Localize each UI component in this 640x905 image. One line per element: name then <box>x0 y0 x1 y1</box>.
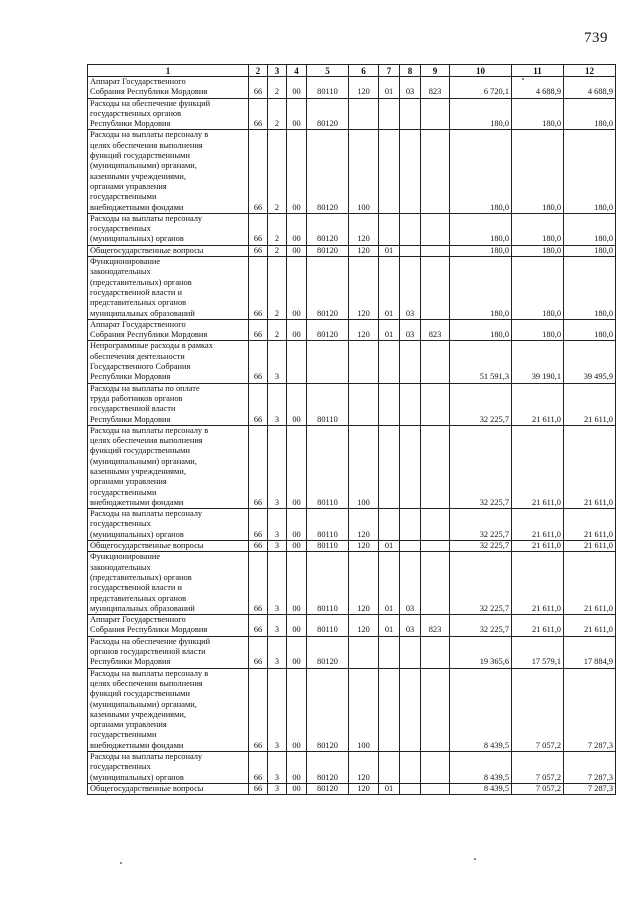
amount-cell: 180,0 <box>450 130 512 213</box>
code-cell: 80120 <box>307 752 349 784</box>
code-cell <box>400 130 421 213</box>
code-cell: 00 <box>287 541 307 552</box>
amount-cell: 8 439,5 <box>450 668 512 751</box>
code-cell: 80120 <box>307 783 349 794</box>
code-cell: 3 <box>268 668 287 751</box>
table-row <box>88 213 616 245</box>
code-cell: 66 <box>249 130 268 213</box>
column-header: 6 <box>349 65 379 77</box>
row-name-cell: Общегосударственные вопросы <box>88 541 249 552</box>
code-cell: 66 <box>249 752 268 784</box>
row-name-cell: Аппарат Государственного Собрания Республики Мордовия <box>88 319 249 341</box>
table-row <box>88 668 616 751</box>
code-cell: 823 <box>421 77 450 99</box>
code-cell: 100 <box>349 668 379 751</box>
column-header: 7 <box>379 65 400 77</box>
code-cell: 00 <box>287 257 307 320</box>
code-cell <box>400 636 421 668</box>
amount-cell: 7 287,3 <box>564 668 616 751</box>
amount-cell: 51 591,3 <box>450 341 512 383</box>
code-cell: 2 <box>268 319 287 341</box>
code-cell: 80110 <box>307 541 349 552</box>
code-cell: 3 <box>268 341 287 383</box>
code-cell: 00 <box>287 77 307 99</box>
code-cell: 80120 <box>307 213 349 245</box>
code-cell <box>400 98 421 130</box>
code-cell: 00 <box>287 552 307 615</box>
amount-cell: 180,0 <box>512 213 564 245</box>
code-cell <box>421 213 450 245</box>
column-header: 11 <box>512 65 564 77</box>
amount-cell: 7 287,3 <box>564 752 616 784</box>
code-cell: 03 <box>400 257 421 320</box>
amount-cell: 32 225,7 <box>450 383 512 425</box>
amount-cell: 4 688,9 <box>512 77 564 99</box>
code-cell: 80110 <box>307 509 349 541</box>
table-body <box>88 77 616 795</box>
code-cell <box>349 341 379 383</box>
code-cell: 66 <box>249 257 268 320</box>
amount-cell: 21 611,0 <box>564 615 616 637</box>
code-cell: 120 <box>349 319 379 341</box>
amount-cell: 21 611,0 <box>512 552 564 615</box>
amount-cell: 21 611,0 <box>512 541 564 552</box>
code-cell: 66 <box>249 383 268 425</box>
amount-cell: 21 611,0 <box>564 383 616 425</box>
amount-cell: 180,0 <box>450 213 512 245</box>
amount-cell: 39 495,9 <box>564 341 616 383</box>
code-cell: 01 <box>379 319 400 341</box>
code-cell <box>400 783 421 794</box>
scan-speck <box>120 862 122 864</box>
code-cell: 80120 <box>307 130 349 213</box>
code-cell <box>379 425 400 508</box>
amount-cell: 6 720,1 <box>450 77 512 99</box>
code-cell <box>379 383 400 425</box>
code-cell <box>421 98 450 130</box>
code-cell: 120 <box>349 213 379 245</box>
code-cell <box>349 383 379 425</box>
amount-cell: 32 225,7 <box>450 509 512 541</box>
code-cell: 66 <box>249 615 268 637</box>
table-row <box>88 383 616 425</box>
amount-cell: 7 057,2 <box>512 668 564 751</box>
code-cell: 823 <box>421 319 450 341</box>
amount-cell: 17 579,1 <box>512 636 564 668</box>
amount-cell: 21 611,0 <box>564 552 616 615</box>
code-cell: 2 <box>268 130 287 213</box>
row-name-cell: Функционирование законодательных (представительных) органов государственной власти и представительных органов муниципальных образований <box>88 257 249 320</box>
amount-cell: 21 611,0 <box>564 509 616 541</box>
code-cell: 01 <box>379 541 400 552</box>
budget-table <box>87 64 616 795</box>
code-cell: 100 <box>349 425 379 508</box>
code-cell: 00 <box>287 509 307 541</box>
code-cell: 66 <box>249 425 268 508</box>
scan-speck <box>474 858 476 860</box>
code-cell: 03 <box>400 552 421 615</box>
code-cell <box>379 752 400 784</box>
code-cell: 66 <box>249 509 268 541</box>
code-cell: 00 <box>287 425 307 508</box>
code-cell: 3 <box>268 541 287 552</box>
code-cell: 120 <box>349 245 379 256</box>
code-cell: 66 <box>249 341 268 383</box>
amount-cell: 32 225,7 <box>450 615 512 637</box>
code-cell <box>400 509 421 541</box>
amount-cell: 4 688,9 <box>564 77 616 99</box>
code-cell <box>400 383 421 425</box>
code-cell: 3 <box>268 425 287 508</box>
code-cell <box>421 541 450 552</box>
code-cell: 00 <box>287 636 307 668</box>
code-cell <box>379 98 400 130</box>
code-cell: 00 <box>287 615 307 637</box>
code-cell <box>379 668 400 751</box>
row-name-cell: Функционирование законодательных (представительных) органов государственной власти и представительных органов муниципальных образований <box>88 552 249 615</box>
code-cell: 01 <box>379 77 400 99</box>
table-row <box>88 509 616 541</box>
amount-cell: 21 611,0 <box>512 383 564 425</box>
amount-cell: 180,0 <box>512 319 564 341</box>
code-cell: 03 <box>400 319 421 341</box>
amount-cell: 180,0 <box>512 257 564 320</box>
code-cell <box>421 341 450 383</box>
code-cell <box>400 245 421 256</box>
table-row <box>88 257 616 320</box>
code-cell: 66 <box>249 668 268 751</box>
row-name-cell: Расходы на выплаты персоналу государственных (муниципальных) органов <box>88 213 249 245</box>
code-cell: 03 <box>400 615 421 637</box>
scan-speck <box>522 78 524 80</box>
code-cell: 120 <box>349 509 379 541</box>
code-cell: 66 <box>249 245 268 256</box>
column-header: 10 <box>450 65 512 77</box>
code-cell <box>400 425 421 508</box>
code-cell: 00 <box>287 245 307 256</box>
code-cell: 01 <box>379 245 400 256</box>
code-cell <box>307 341 349 383</box>
row-name-cell: Расходы на выплаты персоналу в целях обеспечения выполнения функций государственными (муниципальными) органами, казенными учреждениями, органами управления государственными внебюджетными фондами <box>88 668 249 751</box>
row-name-cell: Аппарат Государственного Собрания Республики Мордовия <box>88 77 249 99</box>
code-cell: 2 <box>268 77 287 99</box>
column-header: 3 <box>268 65 287 77</box>
row-name-cell: Расходы на обеспечение функций государственных органов Республики Мордовия <box>88 98 249 130</box>
amount-cell: 8 439,5 <box>450 752 512 784</box>
row-name-cell: Общегосударственные вопросы <box>88 245 249 256</box>
code-cell: 2 <box>268 245 287 256</box>
table-row <box>88 636 616 668</box>
column-header: 5 <box>307 65 349 77</box>
code-cell: 823 <box>421 615 450 637</box>
amount-cell: 180,0 <box>450 98 512 130</box>
amount-cell: 21 611,0 <box>564 541 616 552</box>
code-cell: 00 <box>287 213 307 245</box>
code-cell: 80110 <box>307 552 349 615</box>
table-row <box>88 615 616 637</box>
table-row <box>88 341 616 383</box>
amount-cell: 180,0 <box>564 213 616 245</box>
code-cell: 2 <box>268 213 287 245</box>
row-name-cell: Расходы на выплаты по оплате труда работников органов государственной власти Республики Мордовия <box>88 383 249 425</box>
amount-cell: 180,0 <box>564 319 616 341</box>
code-cell: 120 <box>349 257 379 320</box>
code-cell: 00 <box>287 752 307 784</box>
code-cell <box>400 541 421 552</box>
row-name-cell: Расходы на обеспечение функций органов государственной власти Республики Мордовия <box>88 636 249 668</box>
code-cell <box>379 213 400 245</box>
column-header: 8 <box>400 65 421 77</box>
table-header-row <box>88 65 616 77</box>
code-cell: 80110 <box>307 425 349 508</box>
code-cell: 80120 <box>307 245 349 256</box>
amount-cell: 32 225,7 <box>450 425 512 508</box>
code-cell: 3 <box>268 783 287 794</box>
code-cell <box>421 668 450 751</box>
code-cell: 3 <box>268 509 287 541</box>
code-cell: 120 <box>349 77 379 99</box>
table-row <box>88 752 616 784</box>
amount-cell: 8 439,5 <box>450 783 512 794</box>
table-row <box>88 130 616 213</box>
code-cell: 66 <box>249 77 268 99</box>
code-cell: 120 <box>349 552 379 615</box>
code-cell: 3 <box>268 552 287 615</box>
amount-cell: 180,0 <box>450 257 512 320</box>
code-cell: 120 <box>349 541 379 552</box>
amount-cell: 7 287,3 <box>564 783 616 794</box>
code-cell <box>421 752 450 784</box>
amount-cell: 21 611,0 <box>564 425 616 508</box>
code-cell <box>421 509 450 541</box>
code-cell <box>421 425 450 508</box>
amount-cell: 180,0 <box>564 245 616 256</box>
code-cell: 66 <box>249 213 268 245</box>
code-cell: 01 <box>379 257 400 320</box>
amount-cell: 19 365,6 <box>450 636 512 668</box>
code-cell: 3 <box>268 615 287 637</box>
amount-cell: 180,0 <box>450 245 512 256</box>
code-cell <box>400 341 421 383</box>
amount-cell: 17 884,9 <box>564 636 616 668</box>
code-cell: 66 <box>249 319 268 341</box>
amount-cell: 32 225,7 <box>450 552 512 615</box>
code-cell <box>421 636 450 668</box>
code-cell <box>421 245 450 256</box>
amount-cell: 180,0 <box>564 257 616 320</box>
code-cell <box>287 341 307 383</box>
code-cell <box>400 213 421 245</box>
code-cell: 00 <box>287 383 307 425</box>
code-cell: 3 <box>268 383 287 425</box>
column-header: 4 <box>287 65 307 77</box>
code-cell: 66 <box>249 636 268 668</box>
code-cell: 80110 <box>307 77 349 99</box>
code-cell: 03 <box>400 77 421 99</box>
code-cell <box>400 668 421 751</box>
table-row <box>88 319 616 341</box>
amount-cell: 21 611,0 <box>512 509 564 541</box>
row-name-cell: Расходы на выплаты персоналу в целях обеспечения выполнения функций государственными (муниципальными) органами, казенными учреждениями, органами управления государственными внебюджетными фондами <box>88 130 249 213</box>
code-cell: 01 <box>379 552 400 615</box>
code-cell: 120 <box>349 752 379 784</box>
code-cell <box>421 257 450 320</box>
code-cell: 00 <box>287 783 307 794</box>
row-name-cell: Общегосударственные вопросы <box>88 783 249 794</box>
row-name-cell: Аппарат Государственного Собрания Республики Мордовия <box>88 615 249 637</box>
code-cell <box>421 552 450 615</box>
amount-cell: 180,0 <box>564 130 616 213</box>
code-cell <box>379 509 400 541</box>
code-cell <box>379 636 400 668</box>
column-header: 1 <box>88 65 249 77</box>
code-cell: 3 <box>268 636 287 668</box>
row-name-cell: Расходы на выплаты персоналу государственных (муниципальных) органов <box>88 509 249 541</box>
code-cell: 66 <box>249 552 268 615</box>
code-cell: 80120 <box>307 98 349 130</box>
table-row <box>88 245 616 256</box>
code-cell: 66 <box>249 541 268 552</box>
code-cell: 01 <box>379 783 400 794</box>
code-cell: 66 <box>249 98 268 130</box>
code-cell: 120 <box>349 783 379 794</box>
column-header: 12 <box>564 65 616 77</box>
table-row <box>88 541 616 552</box>
code-cell: 80110 <box>307 615 349 637</box>
code-cell <box>349 636 379 668</box>
amount-cell: 7 057,2 <box>512 783 564 794</box>
amount-cell: 7 057,2 <box>512 752 564 784</box>
column-header: 2 <box>249 65 268 77</box>
code-cell: 80120 <box>307 636 349 668</box>
code-cell: 120 <box>349 615 379 637</box>
code-cell <box>421 383 450 425</box>
table-row <box>88 98 616 130</box>
code-cell: 00 <box>287 98 307 130</box>
code-cell <box>379 130 400 213</box>
code-cell: 100 <box>349 130 379 213</box>
code-cell: 00 <box>287 130 307 213</box>
amount-cell: 39 190,1 <box>512 341 564 383</box>
code-cell: 00 <box>287 668 307 751</box>
amount-cell: 180,0 <box>512 245 564 256</box>
amount-cell: 21 611,0 <box>512 425 564 508</box>
code-cell <box>349 98 379 130</box>
code-cell: 00 <box>287 319 307 341</box>
code-cell: 80120 <box>307 257 349 320</box>
row-name-cell: Расходы на выплаты персоналу государственных (муниципальных) органов <box>88 752 249 784</box>
code-cell: 01 <box>379 615 400 637</box>
page-number: 739 <box>584 30 608 46</box>
row-name-cell: Непрограммные расходы в рамках обеспечения деятельности Государственного Собрания Республики Мордовия <box>88 341 249 383</box>
table-row <box>88 783 616 794</box>
amount-cell: 180,0 <box>564 98 616 130</box>
code-cell <box>400 752 421 784</box>
code-cell <box>379 341 400 383</box>
amount-cell: 21 611,0 <box>512 615 564 637</box>
table-row <box>88 425 616 508</box>
table-row <box>88 77 616 99</box>
amount-cell: 32 225,7 <box>450 541 512 552</box>
code-cell: 2 <box>268 257 287 320</box>
amount-cell: 180,0 <box>512 98 564 130</box>
row-name-cell: Расходы на выплаты персоналу в целях обеспечения выполнения функций государственными (муниципальными) органами, казенными учреждениями, органами управления государственными внебюджетными фондами <box>88 425 249 508</box>
table-row <box>88 552 616 615</box>
code-cell <box>421 783 450 794</box>
code-cell: 2 <box>268 98 287 130</box>
amount-cell: 180,0 <box>450 319 512 341</box>
code-cell: 66 <box>249 783 268 794</box>
column-header: 9 <box>421 65 450 77</box>
code-cell <box>421 130 450 213</box>
code-cell: 80120 <box>307 319 349 341</box>
code-cell: 3 <box>268 752 287 784</box>
code-cell: 80120 <box>307 668 349 751</box>
amount-cell: 180,0 <box>512 130 564 213</box>
code-cell: 80110 <box>307 383 349 425</box>
